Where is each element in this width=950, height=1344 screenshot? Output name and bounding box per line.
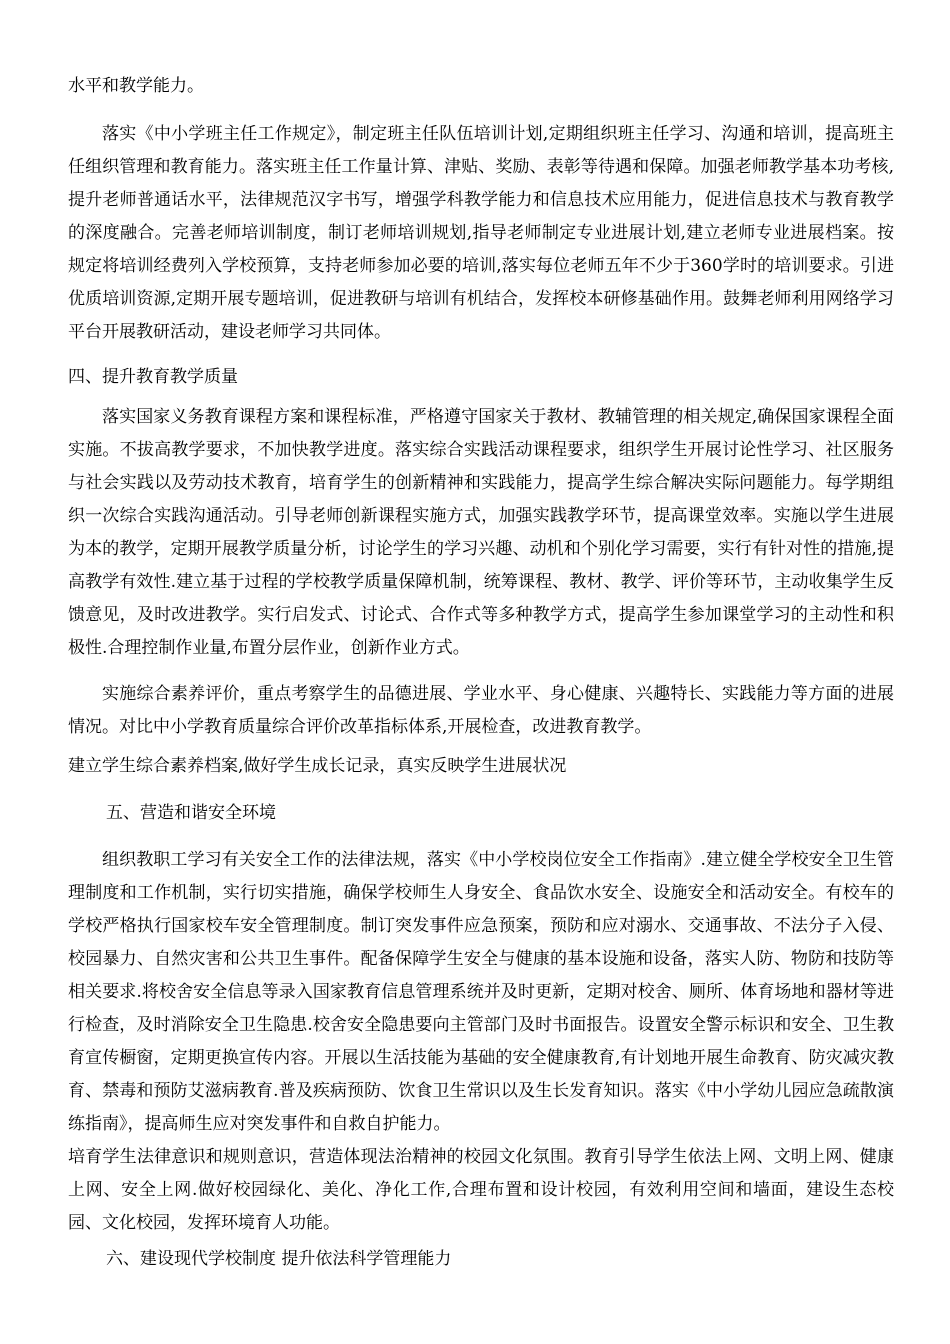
paragraph-teaching-quality: 落实国家义务教育课程方案和课程标准，严格遵守国家关于教材、教辅管理的相关规定,确保国家课程全面实施。不拔高教学要求，不加快教学进度。落实综合实践活动课程要求，组织学生开展讨论性学习、社区服务与社会实践以及劳动技术教育，培育学生的创新精神和实践能力，提高学生综合解决实际问题能力。每学期组织一次综合实践沟通活动。引导老师创新课程实施方式，加强实践教学环节，提高课堂效率。实施以学生进展为本的教学，定期开展教学质量分析，讨论学生的学习兴趣、动机和个别化学习需要，实行有针对性的措施,提高教学有效性.建立基于过程的学校教学质量保障机制，统筹课程、教材、教学、评价等环节，主动收集学生反馈意见，及时改进教学。实行启发式、讨论式、合作式等多种教学方式，提高学生参加课堂学习的主动性和积极性.合理控制作业量,布置分层作业，创新作业方式。 [68,407,894,658]
heading-section-6: 六、建设现代学校制度 提升依法科学管理能力 [106,1249,452,1269]
paragraph-evaluation: 实施综合素养评价，重点考察学生的品德进展、学业水平、身心健康、兴趣特长、实践能力等方面的进展情况。对比中小学教育质量综合评价改革指标体系,开展检查，改进教育教学。 [68,684,894,737]
paragraph-teacher-training: 落实《中小学班主任工作规定》，制定班主任队伍培训计划,定期组织班主任学习、沟通和培训，提高班主任组织管理和教育能力。落实班主任工作量计算、津贴、奖励、表彰等待遇和保障。加强老师教学基本功考核,提升老师普通话水平，法律规范汉字书写，增强学科教学能力和信息技术应用能力，促进信息技术与教育教学的深度融合。完善老师培训制度，制订老师培训规划,指导老师制定专业进展计划,建立老师专业进展档案。按规定将培训经费列入学校预算，支持老师参加必要的培训,落实每位老师五年不少于360学时的培训要求。引进优质培训资源,定期开展专题培训，促进教研与培训有机结合，发挥校本研修基础作用。鼓舞老师利用网络学习平台开展教研活动，建设老师学习共同体。 [68,124,894,342]
heading-section-5: 五、营造和谐安全环境 [106,803,276,823]
paragraph-top: 水平和教学能力。 [68,76,204,96]
heading-section-4: 四、提升教育教学质量 [68,367,238,387]
paragraph-student-records: 建立学生综合素养档案,做好学生成长记录，真实反映学生进展状况 [68,756,567,776]
paragraph-safety: 组织教职工学习有关安全工作的法律法规，落实《中小学校岗位安全工作指南》.建立健全学校安全卫生管理制度和工作机制，实行切实措施，确保学校师生人身安全、食品饮水安全、设施安全和活动安全。有校车的学校严格执行国家校车安全管理制度。制订突发事件应急预案，预防和应对溺水、交通事故、不法分子入侵、校园暴力、自然灾害和公共卫生事件。配备保障学生安全与健康的基本设施和设备，落实人防、物防和技防等相关要求.将校舍安全信息等录入国家教育信息管理系统并及时更新，定期对校舍、厕所、体育场地和器材等进行检查，及时消除安全卫生隐患.校舍安全隐患要向主管部门及时书面报告。设置安全警示标识和安全、卫生教育宣传橱窗，定期更换宣传内容。开展以生活技能为基础的安全健康教育,有计划地开展生命教育、防灾减灾教育、禁毒和预防艾滋病教育.普及疾病预防、饮食卫生常识以及生长发育知识。落实《中小学幼儿园应急疏散演练指南》，提高师生应对突发事件和自救自护能力。 [68,850,894,1134]
paragraph-campus-culture: 培育学生法律意识和规则意识，营造体现法治精神的校园文化氛围。教育引导学生依法上网、文明上网、健康上网、安全上网.做好校园绿化、美化、净化工作,合理布置和设计校园，有效利用空间和墙面，建设生态校园、文化校园，发挥环境育人功能。 [68,1147,894,1233]
